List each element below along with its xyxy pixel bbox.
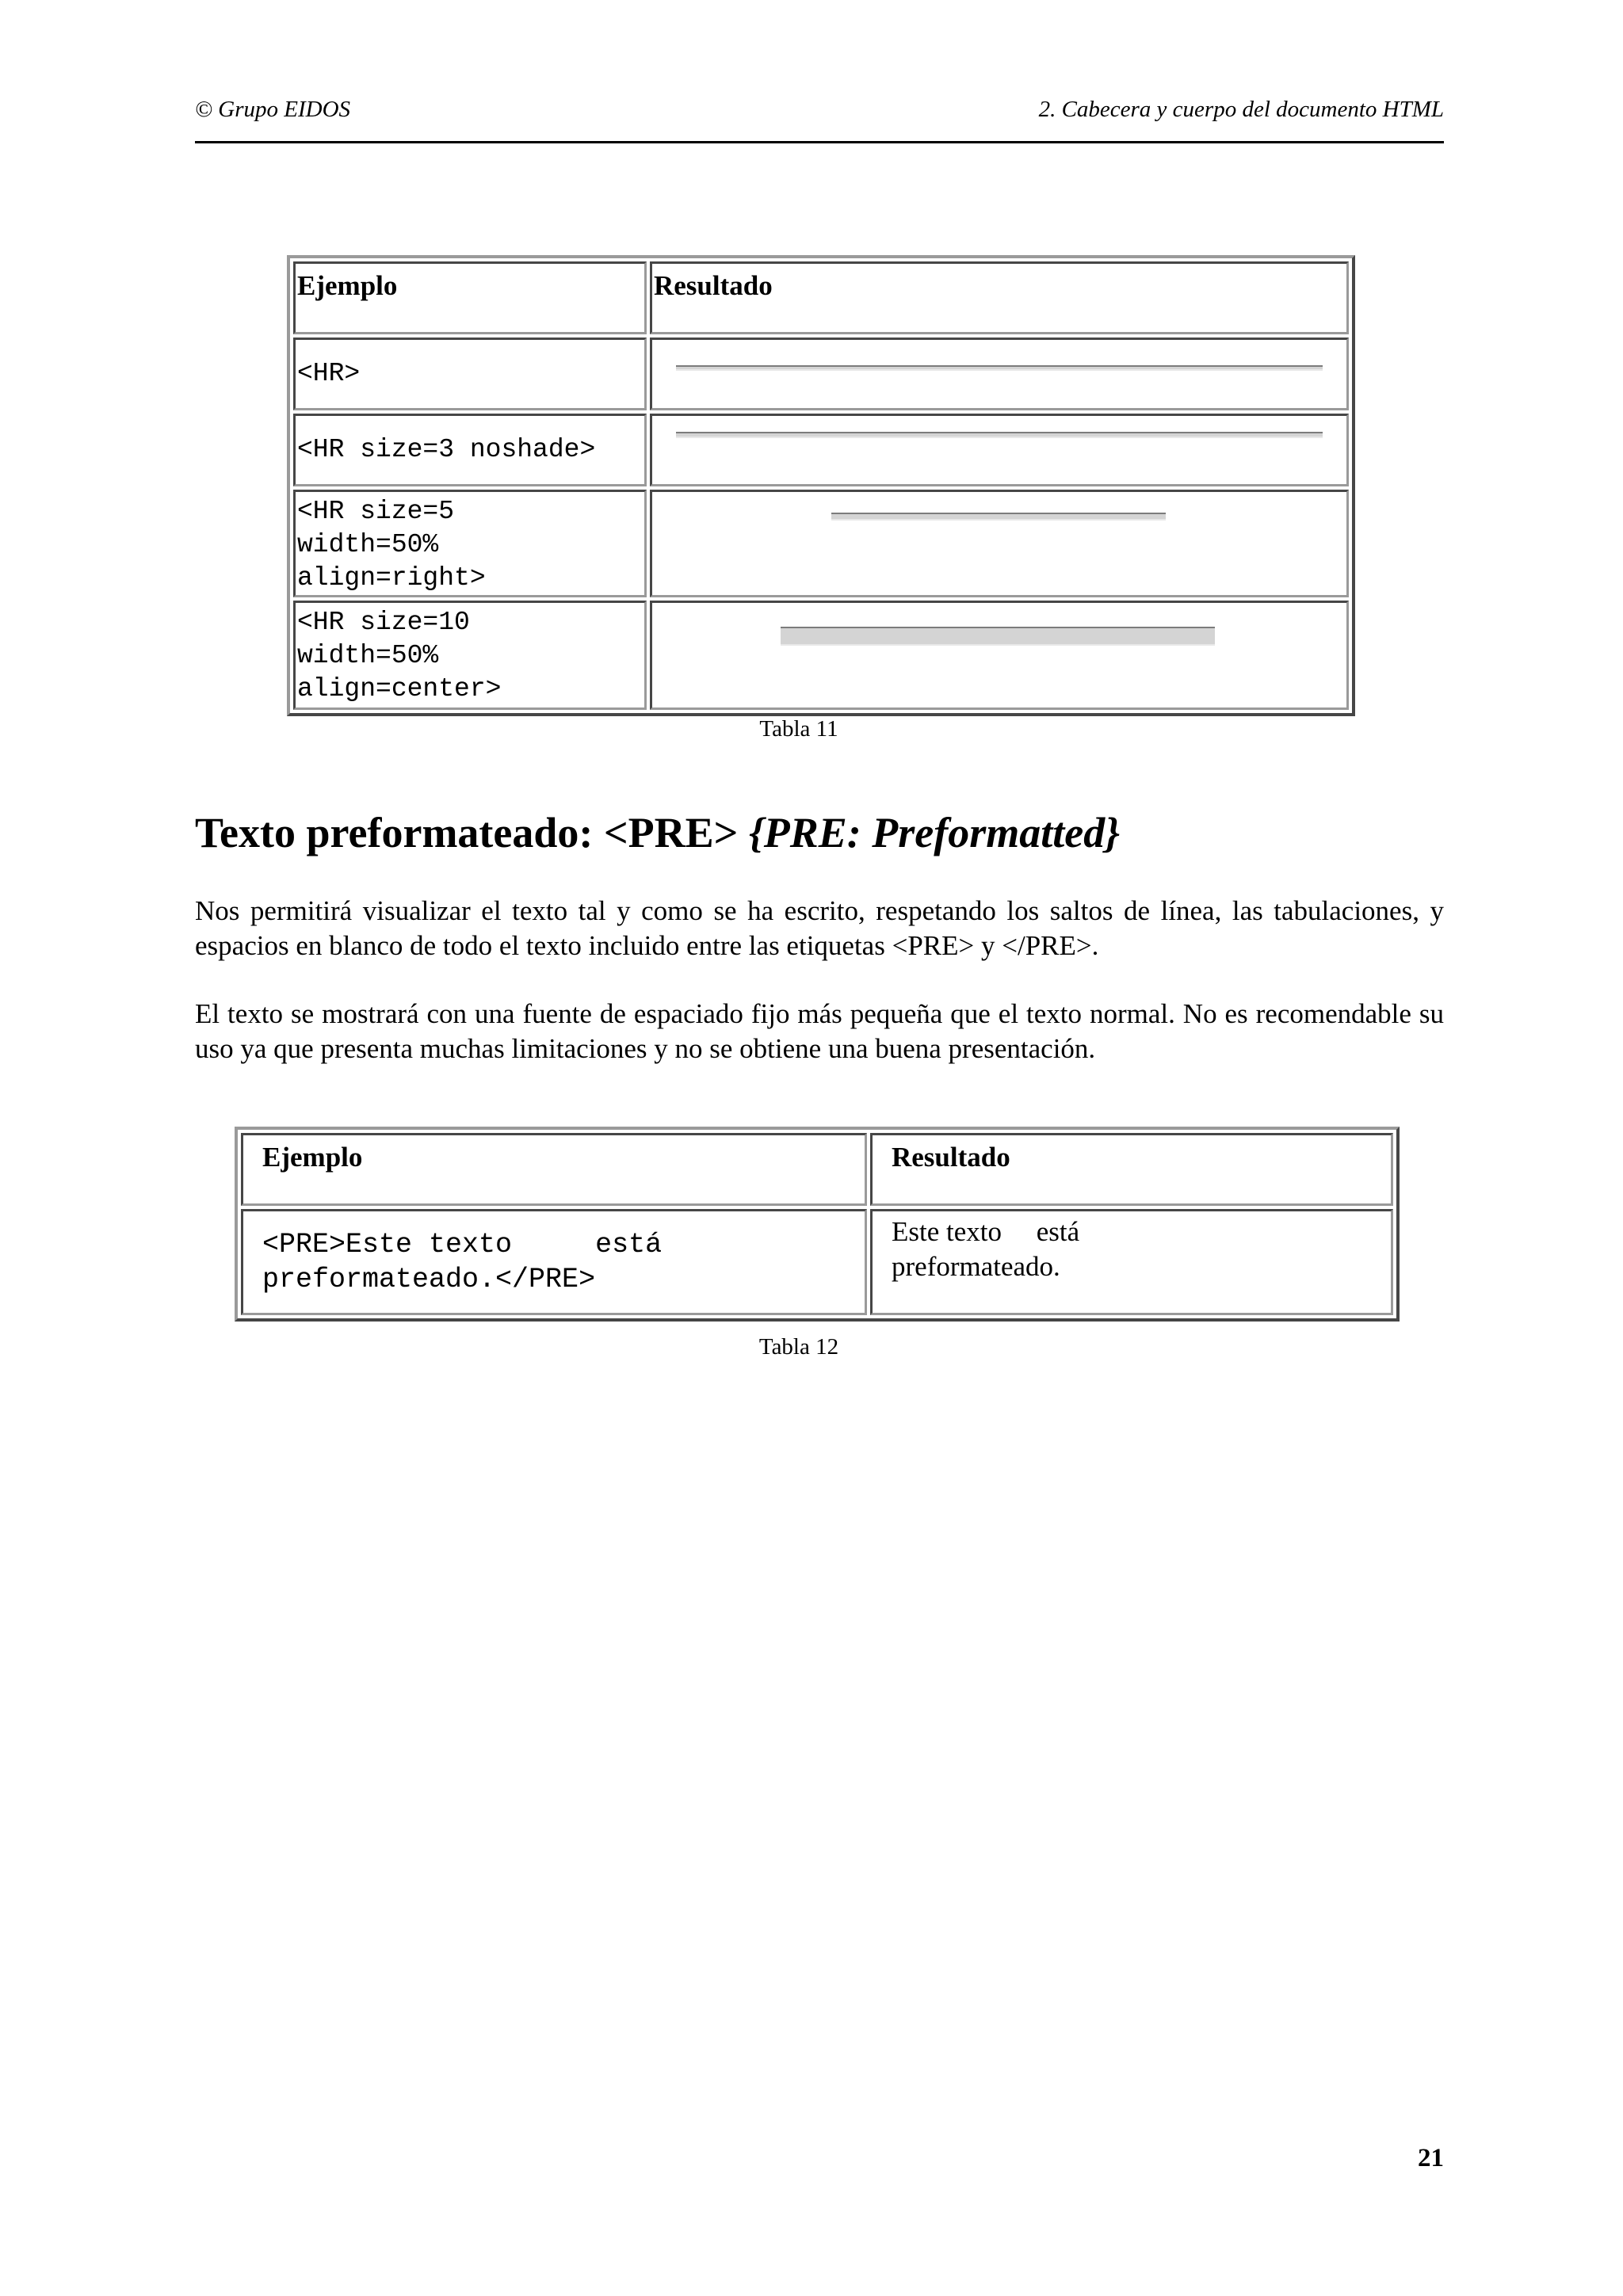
- table12-header-ejemplo: Ejemplo: [241, 1133, 867, 1206]
- table11-code-hr-center: <HR size=10 width=50% align=center>: [293, 601, 647, 710]
- hr-examples-table: [287, 255, 1355, 716]
- horizontal-rule-right: [831, 513, 1166, 521]
- table11-result-hr-right: [650, 490, 1349, 597]
- table11-result-hr-noshade: [650, 414, 1349, 486]
- header-publisher: © Grupo EIDOS: [195, 97, 351, 122]
- header-chapter: 2. Cabecera y cuerpo del documento HTML: [1038, 97, 1444, 122]
- table11-result-hr: [650, 338, 1349, 410]
- horizontal-rule-noshade: [676, 432, 1323, 438]
- table11-header-ejemplo: Ejemplo: [293, 261, 647, 334]
- table11-code-hr: <HR>: [293, 338, 647, 410]
- horizontal-rule-default: [676, 365, 1323, 371]
- paragraph-pre-font: El texto se mostrará con una fuente de espaciado fijo más pequeña que el texto normal. No es recomendable su uso ya que presenta muchas limitaciones y no se obtiene una buena presentación.: [195, 998, 1444, 1064]
- pre-example-table: [235, 1127, 1400, 1322]
- table12-caption: Tabla 12: [758, 1334, 839, 1360]
- section-title-main: Texto preformateado: <PRE>: [195, 809, 749, 856]
- table12-code: <PRE>Este texto está preformateado.</PRE>: [241, 1209, 867, 1315]
- table12-result: Este texto está preformateado.: [870, 1209, 1393, 1315]
- table11-caption: Tabla 11: [759, 716, 838, 742]
- section-title: [195, 808, 1120, 857]
- table11-code-hr-noshade: <HR size=3 noshade>: [293, 414, 647, 486]
- table11-result-hr-center: [650, 601, 1349, 710]
- horizontal-rule-center: [781, 627, 1215, 646]
- table11-code-hr-right: <HR size=5 width=50% align=right>: [293, 490, 647, 597]
- page-number: 21: [1418, 2144, 1444, 2172]
- table12-header-resultado: Resultado: [870, 1133, 1393, 1206]
- section-title-italic: {PRE: Preformatted}: [748, 809, 1120, 856]
- paragraph-pre-description: Nos permitirá visualizar el texto tal y como se ha escrito, respetando los saltos de línea, las tabulaciones, y espacios en blanco de todo el texto incluido entre las etiquetas <PRE> y </PRE>.: [195, 895, 1444, 961]
- page-header: [195, 93, 1444, 143]
- table11-header-resultado: Resultado: [650, 261, 1349, 334]
